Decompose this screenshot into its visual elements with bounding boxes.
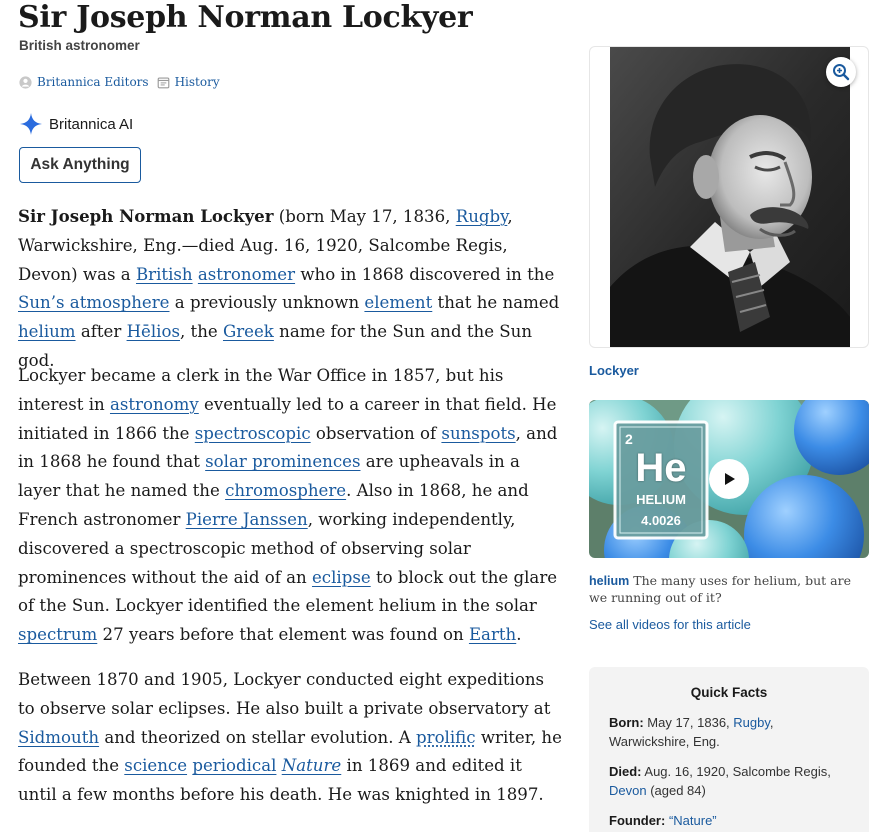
link-element[interactable]: element bbox=[364, 293, 433, 313]
fact-born: Born: May 17, 1836, Rugby, Warwickshire, Eng. bbox=[609, 715, 774, 749]
person-icon bbox=[19, 76, 32, 89]
quick-facts-panel bbox=[589, 667, 869, 832]
link-science[interactable]: science bbox=[124, 756, 188, 776]
link-suns-atmosphere[interactable]: Sun’s atmosphere bbox=[18, 293, 170, 313]
link-eclipse[interactable]: eclipse bbox=[311, 567, 371, 587]
fact-died: Died: Aug. 16, 1920, Salcombe Regis, Devon (aged 84) bbox=[609, 764, 831, 798]
sparkle-icon bbox=[19, 112, 43, 136]
link-astronomy[interactable]: astronomy bbox=[109, 394, 199, 414]
link-solar-prominences[interactable]: solar prominences bbox=[205, 452, 361, 472]
portrait-card[interactable] bbox=[589, 46, 869, 348]
editors-label: Britannica Editors bbox=[37, 75, 149, 89]
link-astronomer[interactable]: astronomer bbox=[197, 264, 296, 284]
page-title: Sir Joseph Norman Lockyer bbox=[18, 0, 473, 35]
link-british[interactable]: British bbox=[135, 264, 193, 284]
fact-founder: Founder: “Nature” bbox=[609, 813, 717, 828]
play-icon bbox=[721, 471, 737, 487]
zoom-button[interactable] bbox=[826, 57, 856, 87]
link-spectrum[interactable]: spectrum bbox=[18, 625, 98, 645]
helium-video-thumbnail[interactable] bbox=[589, 400, 869, 558]
subject-name: Sir Joseph Norman Lockyer bbox=[18, 206, 274, 226]
element-tile bbox=[615, 422, 707, 538]
play-button[interactable] bbox=[709, 459, 749, 499]
link-periodical[interactable]: periodical bbox=[192, 756, 277, 776]
fact-born-place-link[interactable]: Rugby bbox=[733, 715, 770, 730]
fact-died-place-link[interactable]: Devon bbox=[609, 783, 647, 798]
history-label: History bbox=[174, 75, 220, 89]
zoom-in-icon bbox=[832, 63, 850, 81]
video-caption bbox=[589, 573, 869, 606]
link-rugby[interactable]: Rugby bbox=[455, 207, 508, 226]
link-prolific[interactable]: prolific bbox=[416, 727, 476, 747]
history-link[interactable] bbox=[157, 75, 220, 89]
link-sidmouth[interactable]: Sidmouth bbox=[18, 727, 100, 747]
element-symbol: He bbox=[635, 446, 687, 490]
article-paragraph-2: Lockyer became a clerk in the War Office in 1857, but his interest in astronomy eventually led to a career in that field. He initiated in 1866 the spectroscopic observation of sunspots, and in 1868 he found that solar prominences are upheavals in a layer that he named the chromosphere. Also in 1868, he and French astronomer Pierre Janssen, working independently, discovered a spectroscopic method of observing solar prominences without the aid of an eclipse to block out the glare of the Sun. Lockyer identified the element helium in the solar spectrum 27 years before that element was found on Earth. bbox=[18, 366, 558, 645]
link-helium[interactable]: helium bbox=[18, 322, 76, 342]
page-subtitle: British astronomer bbox=[19, 38, 140, 53]
see-all-videos-link[interactable]: See all videos for this article bbox=[589, 617, 751, 632]
portrait-caption-link[interactable]: Lockyer bbox=[589, 363, 639, 378]
link-chromosphere[interactable]: chromosphere bbox=[225, 481, 347, 501]
history-icon bbox=[157, 76, 170, 89]
article-paragraph-3: Between 1870 and 1905, Lockyer conducted eight expeditions to observe solar eclipses. He also built a private observatory at Sidmouth and theorized on stellar evolution. A prolific writer, he founded the science periodical Nature in 1869 and edited it until a few months before his death. He was knighted in 1897. bbox=[18, 670, 562, 805]
element-number: 2 bbox=[625, 431, 633, 447]
editors-link[interactable] bbox=[19, 75, 149, 89]
quick-facts-title: Quick Facts bbox=[690, 685, 768, 700]
link-sunspots[interactable]: sunspots bbox=[441, 423, 516, 443]
video-description: The many uses for helium, but are we running out of it? bbox=[589, 573, 851, 605]
link-greek[interactable]: Greek bbox=[222, 322, 274, 342]
fact-founder-link[interactable]: “Nature” bbox=[668, 813, 717, 828]
link-helios[interactable]: Hēlios bbox=[126, 322, 180, 342]
article-paragraph-1: Sir Joseph Norman Lockyer (born May 17, 1836, Rugby, Warwickshire, Eng.—died Aug. 16, 1920, Salcombe Regis, Devon) was a British astronomer who in 1868 discovered in the Sun’s atmosphere a previously unknown element that he named helium after Hēlios, the Greek name for the Sun and the Sun god. bbox=[18, 206, 560, 370]
link-earth[interactable]: Earth bbox=[468, 625, 517, 645]
element-name: HELIUM bbox=[636, 492, 686, 507]
link-pierre-janssen[interactable]: Pierre Janssen bbox=[185, 509, 308, 529]
britannica-ai bbox=[19, 112, 133, 136]
article-meta bbox=[19, 75, 220, 89]
portrait-image[interactable] bbox=[610, 47, 850, 347]
ask-anything-button[interactable]: Ask Anything bbox=[19, 147, 141, 183]
link-spectroscopic[interactable]: spectroscopic bbox=[194, 423, 311, 443]
britannica-ai-label: Britannica AI bbox=[49, 115, 134, 133]
element-mass: 4.0026 bbox=[641, 513, 681, 528]
video-title-link[interactable]: helium bbox=[589, 574, 630, 588]
link-nature[interactable]: Nature bbox=[281, 756, 342, 776]
